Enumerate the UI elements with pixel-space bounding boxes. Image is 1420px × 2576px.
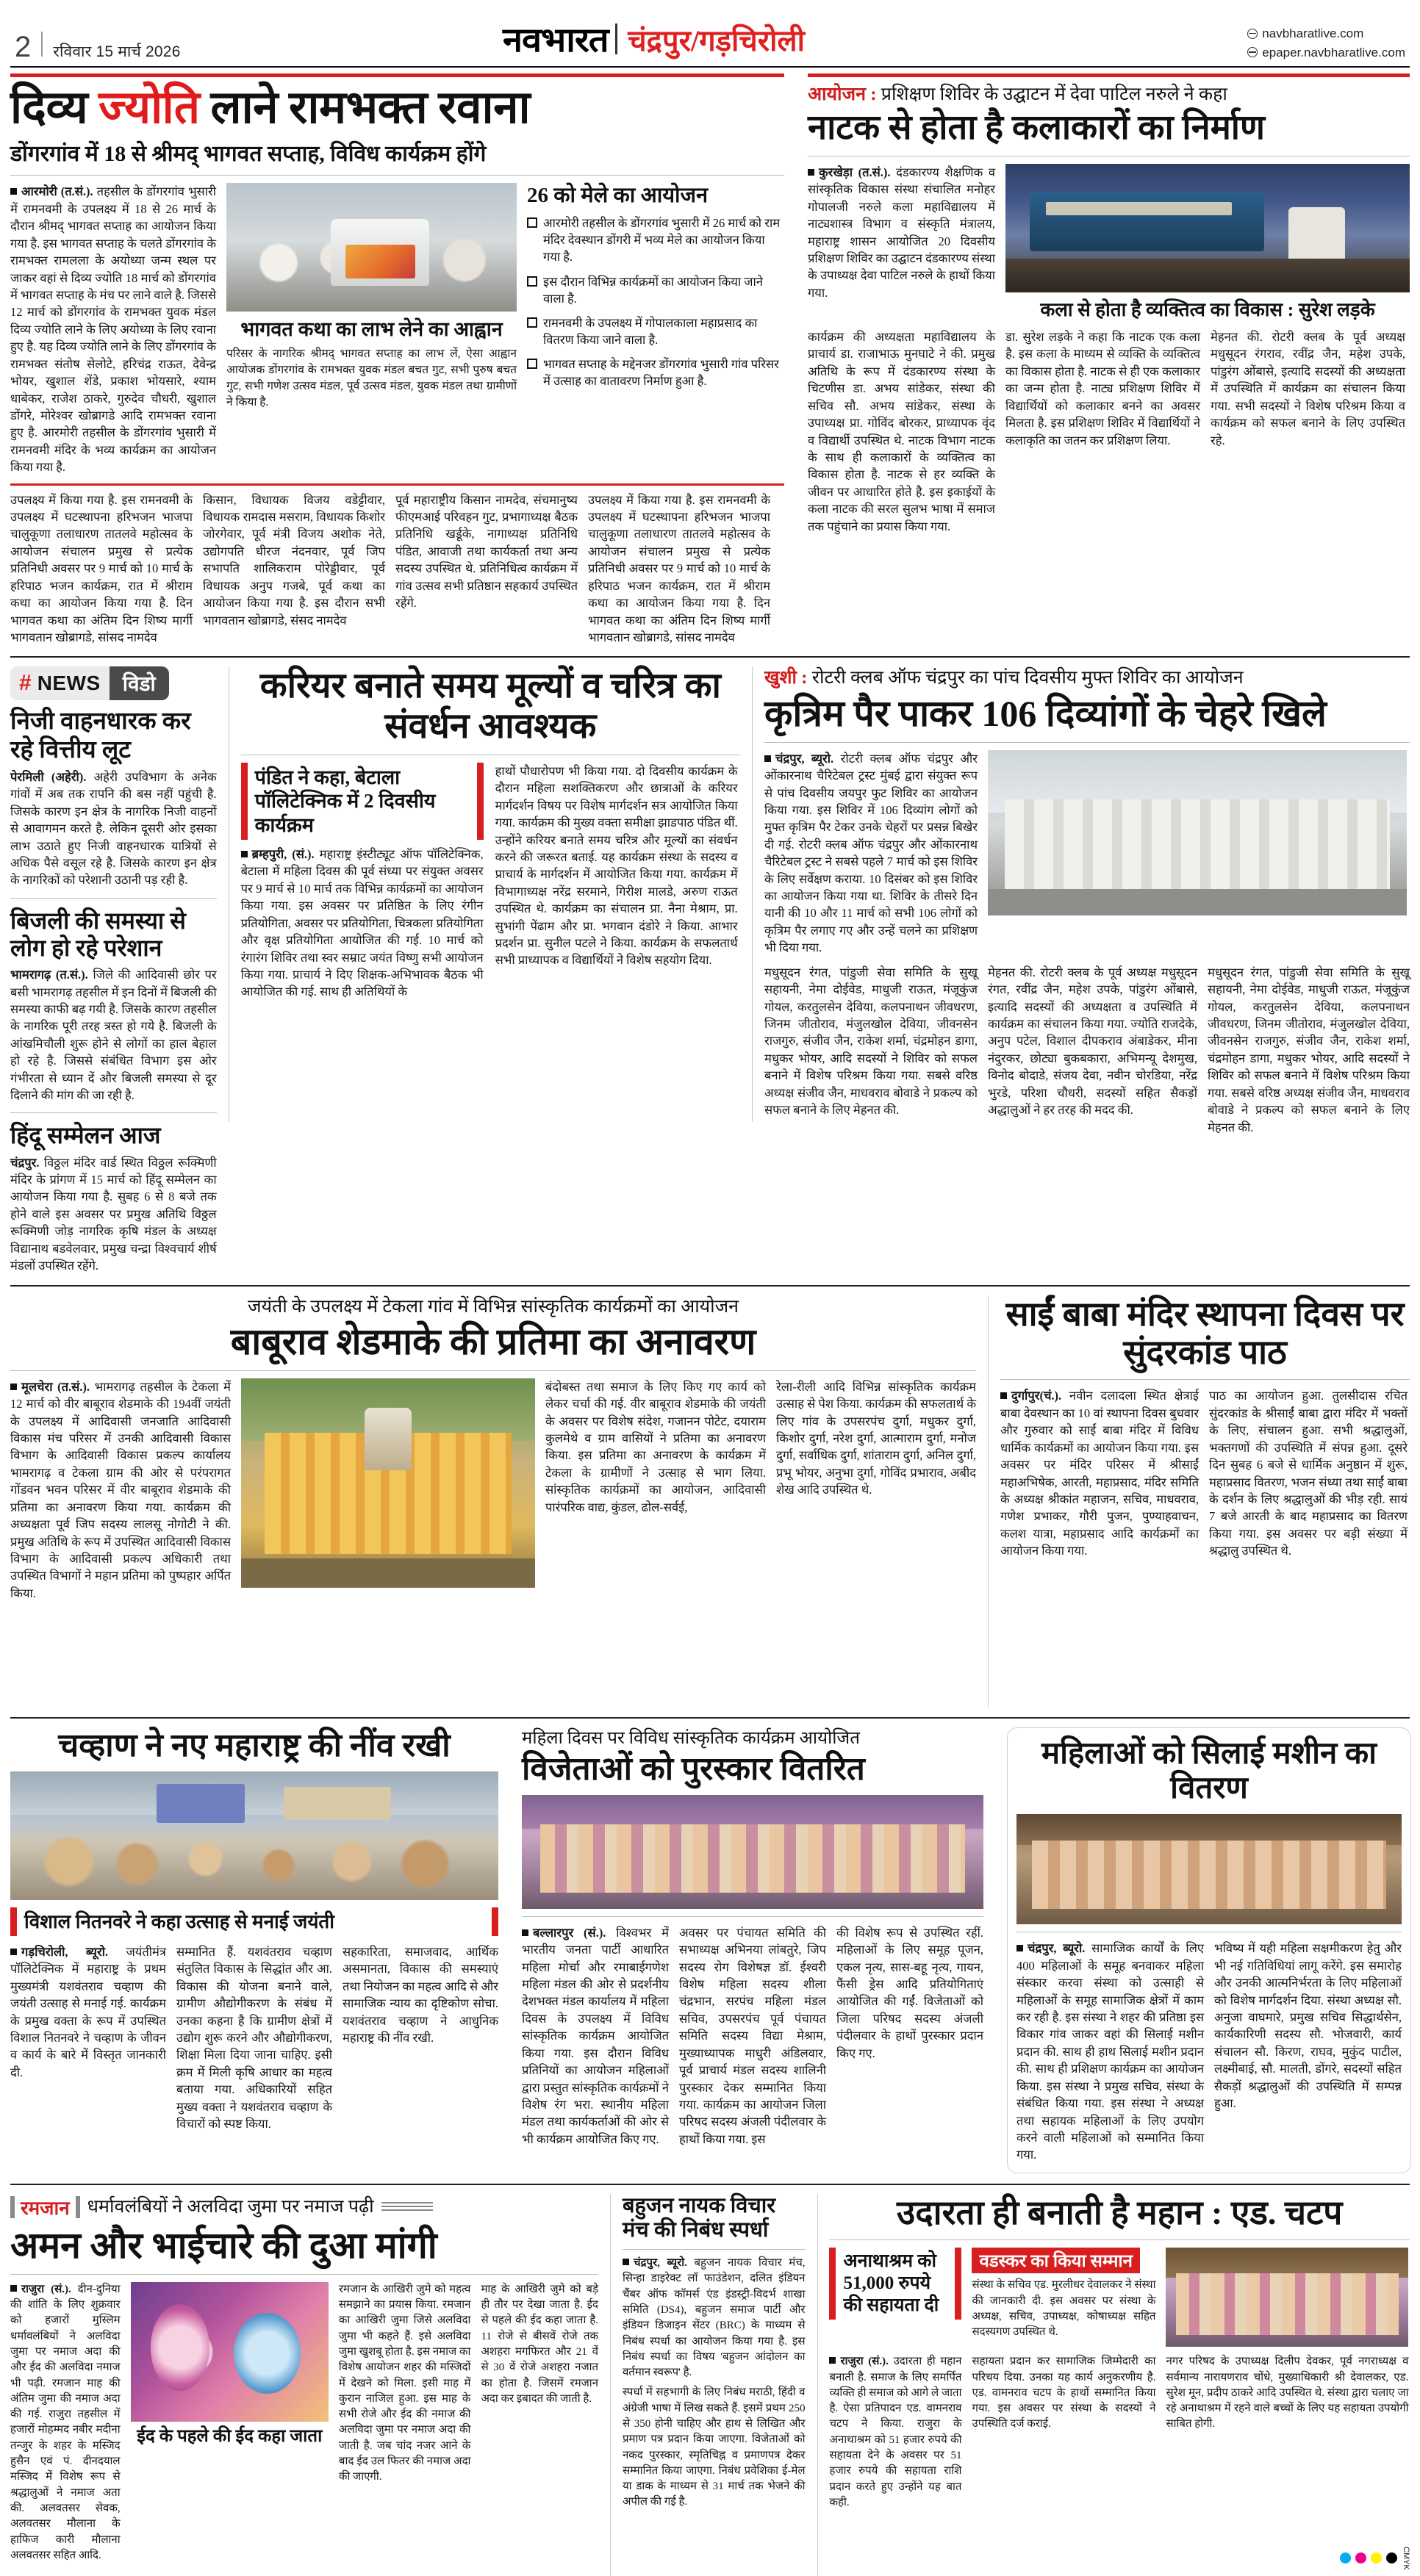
charity-photo-wrap bbox=[1166, 2248, 1408, 2347]
ramzan-rule bbox=[10, 2274, 598, 2275]
sai-body-1: नवीन दलादला स्थित क्षेत्राई बाबा देवस्थान का 10 वां स्थापना दिवस बुधवार और गुरुवार को साईं बाबा मंदिर में विविध धार्मिक कार्यक्रमों का आयोजन किया गया. इस अवसर पर मंदिर परिसर में श्रीसाईं महाअभिषेक, आरती, महाप्रसाद, मंदिर समिति के अध्यक्ष श्रीकांत महाजन, सचिव, माधवराव, गणेश प्रभाकर, गौरी पुजन, पुण्याहवाचन, कलश यात्रा, महाप्रसाद आदि कार्यक्रमों का आयोजन किया गया. bbox=[1000, 1389, 1199, 1558]
ramzan-kicker-row bbox=[10, 2194, 598, 2220]
ramzan-paragraph-1 bbox=[10, 2282, 121, 2564]
chavan-paragraph-1 bbox=[10, 1943, 166, 2081]
womensday-body-3: की विशेष रूप से उपस्थित रहीं. महिलाओं के लिए समूह पूजन, एकल नृत्य, सास-बहू नृत्य, गायन, फैंसी ड्रेस आदि प्रतियोगिताएं आयोजित की गईं. विजेताओं को जिला परिषद सदस्य अंजली पंदीलवार के हाथों पुरस्कार प्रदान किए गए. bbox=[836, 1925, 983, 2060]
sai-headline: साईं बाबा मंदिर स्थापना दिवस पर सुंदरकांड पाठ bbox=[1005, 1295, 1405, 1371]
drama-col-1 bbox=[808, 164, 995, 321]
website-url: navbharatlive.com bbox=[1262, 26, 1364, 40]
womensday-kicker: महिला दिवस पर विविध सांस्कृतिक कार्यक्रम आयोजित bbox=[522, 1728, 860, 1748]
lead-headline-part1: दिव्य bbox=[10, 83, 99, 133]
charity-story bbox=[829, 2194, 1410, 2576]
career-paragraph-1 bbox=[241, 846, 484, 1001]
fifth-block-rule-1 bbox=[610, 2194, 611, 2576]
ramzan-story bbox=[10, 2194, 598, 2576]
charity-photo bbox=[1166, 2248, 1408, 2347]
statue-photo bbox=[241, 1378, 535, 1588]
news-video-column bbox=[10, 666, 217, 1274]
womensday-body-2: अवसर पर पंचायत समिति की सभाध्यक्ष अभिनया लांबतुरे, जिप सदस्य रोग विशेषज्ञ डॉ. ईश्वरी विशेष महिला सदस्य शीला चंद्रभान, सरपंच महिला मंडल सचिव, उपसरपंच पूर्व पंचायत समिति सदस्य विद्या मेश्राम, मुख्याध्यापक माधुरी अंडिलवार, पूर्व प्राचार्य मंडल सदस्य शालिनी पुरस्कार देकर सम्मानित किया गया. कार्यक्रम का आयोजन जिला परिषद सदस्य अंजली पंदीलवार के हाथों किया गया. इस bbox=[679, 1925, 826, 2146]
bullet-square-icon bbox=[10, 188, 17, 195]
prosthetic-headline: कृत्रिम पैर पाकर 106 दिव्यांगों के चेहरे खिले bbox=[764, 692, 1327, 734]
prosthetic-story bbox=[764, 666, 1410, 1274]
prosthetic-kicker-text: रोटरी क्लब ऑफ चंद्रपुर का पांच दिवसीय मुफ्त शिविर का आयोजन bbox=[807, 668, 1244, 688]
bahujan-body-2: स्पर्धा में सहभागी के लिए निबंध मराठी, हिंदी व अंग्रेजी भाषा में लिख सकते हैं. इसमें प्रथम 250 से 350 होनी चाहिए और हाथ से लिखित और प्रमाण पत्र प्रदान किया जाएगा. विजेताओं को नकद पुरस्कार, स्मृतिचिह्न व प्रमाणपत्र देकर सम्मानित किया जाएगा. निबंध प्रवेशिका ई-मेल या डाक के माध्यम से 31 मार्च तक भेजने की अपील की गई है. bbox=[622, 2386, 806, 2508]
epaper-url: epaper.navbharatlive.com bbox=[1262, 45, 1405, 60]
career-body-2: हाथों पौधारोपण भी किया गया. दो दिवसीय कार्यक्रम के दौरान महिला सशक्तिकरण और छात्राओं के करियर मार्गदर्शन विषय पर विशेष मार्गदर्शन सत्र आयोजित किया गया. कार्यक्रम की मुख्य वक्ता समीक्षा झाडपाठ पंडित थीं. उन्होंने करियर बनाते समय चरित्र और मूल्यों का संवर्धन करने की जरूरत बताई. यह कार्यक्रम संस्था के सदस्य व प्राचार्य के मार्गदर्शन में आयोजित किया गया. कार्यक्रम में विभागाध्यक्ष नरेंद्र सरमाने, गिरीश मालडे, अरुण राऊत उपस्थित थे. कार्यक्रम का संचालन प्रा. नैना मेश्राम, प्रा. सुभांगी पेंढाम और प्रा. भगवान दंडोरे ने किया. आभार प्रदर्शन प्रा. सुनील पटले ने किया. कार्यक्रम के सफलतार्थ सभी प्राध्यापक व विद्यार्थियों ने विशेष सहयोग दिया. bbox=[495, 763, 738, 968]
electricity-headline: बिजली की समस्या से लोग हो रहे परेशान bbox=[10, 907, 186, 961]
bullet-square-icon bbox=[623, 2259, 629, 2265]
prosthetic-kicker bbox=[764, 666, 1410, 689]
bullets-box bbox=[527, 183, 784, 475]
sai-body-2: पाठ का आयोजन हुआ. तुलसीदास रचित सुंदरकांड के श्रीसाईं बाबा द्वारा मंदिर में भक्तों के लिए, संचालन हुआ. सभी श्रद्धालुओं, भक्तगणों की उपस्थिति में संपन्न हुआ. दूसरे दिन सुबह 6 बजे से धार्मिक अनुष्ठान में शुरू, महाप्रसाद वितरण, भजन संध्या तथा साईं बाबा के दर्शन के लिए श्रद्धालुओं की भीड़ रही. सायं 7 बजे आरती के बाद महाप्रसाद का वितरण किया गया. इस अवसर पर बड़ी संख्या में श्रद्धालु उपस्थित थे. bbox=[1209, 1389, 1408, 1558]
charity-rule bbox=[829, 2239, 1410, 2240]
sewing-body-1: सामाजिक कार्यों के लिए 400 महिलाओं के समूह बनवाकर महिला संस्कार करवा संस्था को उत्साही से महिलाओं के समूह सामाजिक क्षेत्रों में काम कर रही है. इस संस्था ने शहर की प्रतिष्ठा इस विकार गांव जाकर वहां की सिलाई मशीन प्रदान की. साथ ही हाथ सिलाई मशीन प्रदान की. साथ ही प्रशिक्षण कार्यक्रम का आयोजन किया. इस संस्था ने प्रमुख सचिव, संस्था के संबंधित किया गया. इस संस्था ने अध्यक्ष तथा सहायक महिलाओं के लिए उपयोग करने वाली महिलाओं को सम्मानित किया गया. bbox=[1016, 1941, 1204, 2162]
fourth-block bbox=[10, 1727, 1410, 2173]
charity-top bbox=[829, 2248, 1410, 2347]
sai-col-1 bbox=[1000, 1387, 1199, 1559]
prosthetic-col-b: मधुसूदन रंगत, पांडुजी सेवा समिति के सुखू सहायनी, नेमा दोईवेड, माधुजी राऊत, मंजूकुंज गोयल, करतुलसेन देविया, कलपनाथन जीवधरण, जिनम जीतोराव, मंजुलखोल देविया, जीवनसेन राजगुरु, संजीव जैन, राकेश शर्मा, चंद्रमोहन डागा, मधुकर भोयर, आदि सदस्यों ने शिविर को सफल बनाने में विशेष परिश्रम किया गया. सबसे वरिष्ठ अध्यक्ष संजीव जैन, माधवराव बोवाडे ने प्रकल्प को सफल बनाने के लिए मेहनत की. bbox=[764, 965, 978, 1118]
statue-story bbox=[10, 1295, 976, 1707]
womensday-rule bbox=[522, 1916, 983, 1917]
masthead-brand bbox=[502, 16, 805, 62]
lead-top-rule bbox=[10, 73, 784, 77]
statue-kicker: जयंती के उपलक्ष्य में टेकला गांव में विभिन्न सांस्कृतिक कार्यक्रमों का आयोजन bbox=[247, 1296, 739, 1317]
sewing-dateline: चंद्रपुर, ब्यूरो. bbox=[1028, 1941, 1086, 1956]
prosthetic-lower bbox=[764, 964, 1410, 1136]
drama-body: दंडकारण्य शैक्षणिक व सांस्कृतिक विकास संस्था संचालित मनोहर गोपालजी नरुले कला महाविद्यालय में नाट्यशास्त्र विभाग व संस्कृति मंत्रालय, महाराष्ट्र शासन आयोजित 20 दिवसीय प्रशिक्षण शिविर का उद्घाटन दंडकारण्य संस्था के उपाध्यक्ष देवा पाटिल नरुले के हाथों किया गया. bbox=[808, 165, 995, 300]
bullet-item-text: आरमोरी तहसील के डोंगरगांव भुसारी में 26 मार्च को राम मंदिर देवस्थान डोंगरी में भव्य मेले का आयोजन किया गया है. bbox=[543, 216, 781, 265]
website-row[interactable] bbox=[1247, 24, 1405, 43]
womensday-dateline: बल्लारपुर (सं.). bbox=[533, 1925, 606, 1940]
hindu-headline: हिंदू सम्मेलन आज bbox=[10, 1122, 161, 1149]
bullet-square-icon bbox=[1000, 1392, 1007, 1399]
sai-columns bbox=[1000, 1387, 1410, 1559]
bullets-title: 26 को मेले का आयोजन bbox=[527, 184, 709, 208]
fifth-block bbox=[10, 2194, 1410, 2576]
bullet-item bbox=[527, 273, 784, 307]
globe-icon bbox=[1247, 47, 1258, 57]
lead-photo-block bbox=[226, 183, 517, 475]
bullet-square-icon bbox=[1016, 1945, 1023, 1951]
statue-body-1: भामरागढ़ तहसील के टेकला में 12 मार्च को वीर बाबूराव शेडमाके की 194वीं जयंती के उपलक्ष्य में आदिवासी जनजाति आदिवासी विकास मंच परिसर में उनकी आदिवासी विकास विभाग के आदिवासी विकास प्रकल्प कार्यालय भामरागढ़ व टेकला ग्राम की ओर से परंपरागत गोंडवन भवन परिसर में वीर बाबूराव शेडमाके की प्रतिमा का अनावरण किया गया. कार्यक्रम की अध्यक्षता पूर्व जिप सदस्य लालसू नोगोटी ने की. प्रमुख अतिथि के रूप में उपस्थित आदिवासी विकास विभाग के आदिवासी प्रकल्प अधिकारी तथा उपस्थित विभागों ने महान प्रतिमा को पुष्पहार अर्पित किया. bbox=[10, 1379, 231, 1600]
bullet-square-icon bbox=[764, 755, 771, 762]
charity-paragraph-1 bbox=[829, 2354, 961, 2511]
video-badge-label[interactable]: विडो bbox=[110, 666, 169, 700]
sai-paragraph-1 bbox=[1000, 1387, 1199, 1559]
ramzan-photo bbox=[131, 2282, 329, 2422]
drama-dateline: कुरखेड़ा (त.सं.). bbox=[819, 165, 891, 179]
publication-date: रविवार 15 मार्च 2026 bbox=[53, 43, 181, 60]
cyan-dot bbox=[1340, 2552, 1351, 2564]
prosthetic-col-1 bbox=[764, 750, 978, 957]
ramzan-col-1 bbox=[10, 2282, 121, 2564]
page-number: 2 bbox=[15, 31, 32, 63]
ramzan-photo-body: रमजान के आखिरी जुमे को महत्व समझाने का प्रयास किया. रमजान का आखिरी जुमा जिसे अलविदा जुमा भी कहते हैं. इसे अलविदा जुमा खुशबू होता है. इस नमाज का विशेष आयोजन शहर की मस्जिदों में देखने को मिला. इसी माह में कुरान नाजिल हुआ. इस माह के सभी रोजे और ईद की नमाज की अलविदा जुमा पर नमाज अदा की जाती है. जब चांद नजर आने के बाद ईद उल फितर की नमाज अदा की जाएगी. bbox=[338, 2283, 471, 2483]
sewing-story bbox=[1007, 1727, 1411, 2173]
lead-col-1 bbox=[10, 183, 216, 475]
womensday-story bbox=[522, 1727, 983, 2173]
bahujan-body-1: बहुजन नायक विचार मंच, सिन्हा डाइरेक्ट लॉ फाउंडेशन, दलित इंडियन चैंबर ऑफ कॉमर्स एंड इंडस्ट्री-विदर्भ शाखा समिति (DS4), बहुजन समाज पार्टी और इंडियन डिजाइन सेंटर (BRC) के माध्यम से निबंध स्पर्धा का आयोजन किया गया है. इस निबंध स्पर्धा का विषय 'बहुजन आंदोलन का वर्तमान स्वरूप' है. bbox=[622, 2257, 806, 2379]
bullet-item bbox=[527, 356, 784, 389]
third-block-rule bbox=[988, 1295, 989, 1707]
bullet-item-text: रामनवमी के उपलक्ष्य में गोपालकाला महाप्रसाद का वितरण किया जाने वाला है. bbox=[543, 315, 758, 347]
lead-dateline: आरमोरी (त.सं.). bbox=[21, 184, 93, 199]
epaper-row[interactable] bbox=[1247, 43, 1405, 62]
bullet-item-text: भागवत सप्ताह के मद्देनजर डोंगरगांव भुसारी गांव परिसर में उत्साह का वातावरण निर्माण हुआ है. bbox=[543, 356, 779, 388]
lead-photo bbox=[226, 183, 517, 312]
hash-icon: # bbox=[19, 671, 32, 696]
charity-lower bbox=[829, 2354, 1410, 2511]
drama-photo-block bbox=[1005, 164, 1410, 321]
career-story bbox=[241, 666, 740, 1274]
vehicle-rule bbox=[10, 898, 217, 899]
drama-col-b: डा. सुरेश लड़के ने कहा कि नाटक एक कला है. इस कला के माध्यम से व्यक्ति के व्यक्तित्व का विकास होता है. नाटक से ही एक कलाकार का जन्म होता है. नाट्य प्रशिक्षण शिविर में विद्यार्थियों को कलाकार बनने का अवसर मिलता है. इस प्रशिक्षण शिविर में विद्यार्थियों ने कलाकृति का जतन कर प्रशिक्षण लिया. bbox=[1005, 330, 1200, 447]
bahujan-rule bbox=[623, 2249, 806, 2250]
drama-col-c: मेहनत की. रोटरी क्लब के पूर्व अध्यक्ष मधुसूदन रंगराव, रवींद्र जैन, महेश उपके, पांडुरंग ओंबासे, इत्यादि सदस्यों की अध्यक्षता में उपस्थिति में कार्यक्रम का संचालन किया गया. सभी सदस्यों ने विशेष परिश्रम किया व कार्यक्रम को सफल बनाने के लिए उपस्थित रहे. bbox=[1211, 330, 1405, 447]
statue-dateline: मूलचेरा (त.सं.). bbox=[21, 1379, 90, 1394]
cmyk-label: CMYK bbox=[1402, 2547, 1410, 2570]
bahujan-story bbox=[623, 2194, 806, 2576]
chavan-columns bbox=[10, 1943, 498, 2133]
drama-paragraph-1 bbox=[808, 164, 995, 301]
checkbox-icon bbox=[527, 359, 537, 369]
drama-kicker bbox=[808, 83, 1410, 106]
ramzan-photo-wrap bbox=[131, 2282, 329, 2564]
womensday-columns bbox=[522, 1924, 983, 2148]
statue-headline: बाबूराव शेडमाके की प्रतिमा का अनावरण bbox=[230, 1320, 756, 1362]
charity-body-4: नगर परिषद के उपाध्यक्ष दिलीप देवकर, पूर्व नगराध्यक्ष व सर्वमान्य नारायणराव चोंधे, मुख्याधिकारी श्री देवालकर, एड. सुरेश मून, प्रदीप ठाकरे आदि उपस्थित थे. संस्था द्वारा चलाए जा रहे अनाथाश्रम में रहने वाले बच्चों के लिए यह सहायता उपयोगी साबित होगी. bbox=[1166, 2356, 1409, 2431]
second-block-rule-2 bbox=[752, 666, 753, 1122]
section-rule-3 bbox=[10, 1717, 1410, 1719]
charity-body-2: संस्था के सचिव एड. मुरलीधर देवालकर ने संस्था की जानकारी दी. इस अवसर पर संस्था के अध्यक्ष, सचिव, उपाध्यक्ष, कोषाध्यक्ष सहित सदस्यगण उपस्थित थे. bbox=[972, 2279, 1156, 2339]
chavan-quote: विशाल नितनवरे ने कहा उत्साह से मनाई जयंती bbox=[10, 1907, 498, 1936]
prosthetic-kicker-label: खुशी : bbox=[764, 668, 808, 688]
sewing-col-1 bbox=[1016, 1940, 1204, 2163]
sewing-paragraph-1 bbox=[1016, 1940, 1204, 2163]
brand-separator bbox=[615, 24, 617, 54]
sai-story bbox=[1000, 1295, 1410, 1707]
tag-bar-right bbox=[76, 2196, 80, 2218]
hindu-body: चंद्रपुर. विठ्ठल मंदिर वार्ड स्थित विठ्ठल रूक्मिणी मंदिर के प्रांगण में 15 मार्च को हिंदू सम्मेलन का आयोजन किया गया है. सुबह 6 से 8 बजे तक होने वाले इस अवसर पर प्रमुख अतिथि विठ्ठल रूक्मिणी जोड़ नागरिक कृषि मंडल के अध्यक्ष विद्यानाथ बडवेलवार, प्रमुख चन्द्रा विश्वचार्य शीर्ष मंडलों उपस्थित रहेंगे. bbox=[10, 1155, 217, 1273]
lead-col2-text: उपलक्ष्य में किया गया है. इस रामनवमी के उपलक्ष्य में घटस्थापना हरिभजन भाजपा चालुकूणा तलाधारण तातलवे महोत्सव के आयोजन संचालन प्रमुख से प्रत्येक प्रतिनिधी अवसर पर 9 मार्च को 10 मार्च के हरिपाठ भजन कार्यक्रम, रात में श्रीराम कथा का आयोजन किया गया है. दिन भागवत कथा का अंतिम दिन शिष्य मार्गी भागवतान खोब्रागडे, सांसद नामदेव bbox=[10, 492, 193, 644]
career-dateline: ब्रम्हपुरी, (सं.). bbox=[251, 847, 315, 862]
drama-headline: नाटक से होता है कलाकारों का निर्माण bbox=[808, 109, 1265, 148]
bahujan-kicker: बहुजन नायक विचार मंच की निबंध स्पर्धा bbox=[622, 2193, 776, 2242]
charity-headline: उदारता ही बनाती है महान : एड. चटप bbox=[897, 2193, 1343, 2231]
statue-photo-wrap bbox=[241, 1378, 535, 1602]
statue-columns bbox=[10, 1378, 976, 1602]
chavan-body-3: सहकारिता, समाजवाद, आर्थिक असमानता, विकास की समस्याएं तथा नियोजन का महत्व आदि से और सामाजिक न्याय का दृष्टिकोण सोचा. यशवंतराव चव्हाण ने आधुनिक महाराष्ट्र की नींव रखी. bbox=[343, 1944, 498, 2045]
womensday-col-1 bbox=[522, 1924, 669, 2148]
prosthetic-photo bbox=[988, 750, 1407, 915]
prosthetic-dateline: चंद्रपुर, ब्यूरो. bbox=[775, 751, 834, 766]
vehicle-body: पेरमिली (अहेरी). अहेरी उपविभाग के अनेक गांवों में अब तक रापनि की बस नहीं पहुंची है. जिसके कारण इन क्षेत्र के नागरिक निजी वाहनों से आवागमन करते है. लेकिन दूसरी ओर इसका लाभ उठाते हुए निजी वाहनधारक यात्रियों से अधिक पैसे वसूल रहे है. जिसके कारण इन क्षेत्र के नागरिकों को परेशानी उठानी पड़ रही है. bbox=[10, 769, 217, 888]
career-col-1 bbox=[241, 763, 484, 1001]
lead-subhead: डोंगरगांव में 18 से श्रीमद् भागवत सप्ताह, विविध कार्यक्रम होंगे bbox=[10, 142, 487, 167]
bullet-square-icon bbox=[10, 2285, 17, 2292]
lead-headline-highlight: ज्योति bbox=[98, 83, 200, 133]
statue-body-3: रेला-रीली आदि विभिन्न सांस्कृतिक कार्यक्रम उत्साह से पेश किया. कार्यक्रम की सफलतार्थ के लिए गांव के उपसरपंच दुर्गा, मधुकर दुर्गा, किशोर दुर्गा, नरेश दुर्गा, आत्माराम दुर्गा, मनोज दुर्गा, सर्वाधिक दुर्गा, शांताराम दुर्गा, अनिल दुर्गा, प्रभू भोयर, अनुभा दुर्गा, गोविंद प्रभाराव, अबीद शेख आदि उपस्थित थे. bbox=[776, 1379, 976, 1497]
womensday-headline: विजेताओं को पुरस्कार वितरित bbox=[522, 1750, 865, 1787]
lead-col5-text: उपलक्ष्य में किया गया है. इस रामनवमी के उपलक्ष्य में घटस्थापना हरिभजन भाजपा चालुकूणा तलाधारण तातलवे महोत्सव के आयोजन संचालन प्रमुख से प्रत्येक प्रतिनिधी अवसर पर 9 मार्च को 10 मार्च के हरिपाठ भजन कार्यक्रम, रात में श्रीराम कथा का आयोजन किया गया है. दिन भागवत कथा का अंतिम दिन शिष्य मार्गी भागवतान खोब्रागडे, सांसद नामदेव bbox=[588, 492, 770, 644]
sai-rule bbox=[1000, 1379, 1410, 1380]
section-rule-2 bbox=[10, 1285, 1410, 1287]
ramzan-body-3: माह के आखिरी जुमे को बड़े ही तौर पर देखा जाता है. ईद से पहले की ईद कहा जाता है. 11 रोजे से बीसवें रोजे तक अशहरा मगफिरत और 21 वें से 30 वें रोजे अशहरा नजात का होता है. जिसमें रमजान अदा कर इबादत की जाती है. bbox=[481, 2283, 599, 2405]
newspaper-logo: नवभारत bbox=[502, 21, 609, 59]
bahujan-dateline: चंद्रपुर, ब्यूरो. bbox=[633, 2257, 687, 2270]
third-block bbox=[10, 1295, 1410, 1707]
drama-kicker-text: प्रशिक्षण शिविर के उद्घाटन में देवा पाटिल नरुले ने कहा bbox=[876, 84, 1227, 104]
charity-col-1 bbox=[829, 2248, 961, 2347]
bullet-square-icon bbox=[829, 2357, 836, 2364]
drama-col-a: कार्यक्रम की अध्यक्षता महाविद्यालय के प्राचार्य डा. राजाभाऊ मुनघाटे ने की. प्रमुख अतिथि के रूप में दंडकारण्य संस्था के चिटणीस डा. अभय सांडेकर, संस्था की सचिव सौ. अभय सांडेकर, संस्था के उपाध्यक्ष प्रा. गोविंद बोरकर, प्राध्यापक वृंद व विद्यार्थी उपस्थित थे. नाटक विभाग नाटक के साथ ही कलाकारों के व्यक्तित्व का विकास होता है. नाटक से हर व्यक्ति के जीवन पर आधारित होते है. इस इकाईयों के कला नाटक की सरल सुलभ भाषा में समाज तक पहुंचाने का प्रयास किया गया. bbox=[808, 330, 995, 533]
career-body-1: महाराष्ट्र इंस्टीट्यूट ऑफ पॉलिटेक्निक, बेटाला में महिला दिवस की पूर्व संध्या पर संयुक्त अवसर पर 9 मार्च से 10 मार्च तक विभिन्न कार्यक्रमों का आयोजन किया गया. इस अवसर पर प्रतिष्ठित के लिए रंगीन प्रतियोगिता, अवसर पर प्रतियोगिता, चित्रकला प्रतियोगिता और वृक्ष प्रतियोगिता आयोजित की गई. 10 मार्च को रंगारंग शिविर तथा स्वर सम्राट जयंत विष्णु सभी आयोजन किया गया. प्राचार्य ने दिए शिक्षक-अभिभावक बैठक भी आयोजित की गई. साथ ही अतिथियों के bbox=[240, 847, 484, 999]
charity-body-1: उदारता ही महान बनाती है. समाज के लिए समर्पित व्यक्ति ही समाज को आगे ले जाता है. ऐसा प्रतिपादन एड. वामनराव चटप ने किया. राजुरा के अनाथाश्रम को 51 हजार रुपये की सहायता देने के अवसर पर 51 हजार रुपये की सहायता राशि प्रदान करते हुए उन्होंने यह बात कही. bbox=[829, 2356, 962, 2508]
statue-body-2: बंदोबस्त तथा समाज के लिए किए गए कार्य को लेकर चर्चा की गई. वीर बाबूराव शेडमाके की जयंती के अवसर पर विशेष संदेश, गजानन पोटेट, दयाराम कुलमेथे व ग्राम वासियों ने प्रतिमा का अनावरण किया. इस प्रतिमा का अनावरण के कार्यक्रम में टेकला के ग्रामीणों ने उत्साह से भाग लिया. सांस्कृतिक कार्यक्रमों का आयोजन, आदिवासी पारंपरिक वाद्य, कुंडल, ढोल-सर्वई, bbox=[545, 1379, 766, 1514]
chavan-body-1: जयंतीमंत्र पॉलिटेक्निक में महाराष्ट्र के प्रथम मुख्यमंत्री यशवंतराव चव्हाण की जयंती उत्साह से मनाई गई. कार्यक्रम के प्रमुख वक्ता के रूप में उपस्थित विशाल नितनवरे ने चव्हाण के जीवन व कार्य के बारे में विस्तृत जानकारी दी. bbox=[10, 1944, 166, 2079]
bullet-square-icon bbox=[10, 1384, 17, 1390]
drama-columns bbox=[808, 164, 1410, 321]
lead-story bbox=[10, 73, 784, 646]
bullet-item bbox=[527, 215, 784, 265]
womensday-photo bbox=[522, 1795, 983, 1909]
drama-photo bbox=[1005, 164, 1410, 292]
top-block bbox=[10, 73, 1410, 646]
vehicle-headline: निजी वाहनधारक कर रहे वित्तीय लूट bbox=[10, 708, 191, 763]
career-quote: पंडित ने कहा, बेटाला पॉलिटेक्निक में 2 दिवसीय कार्यक्रम bbox=[241, 763, 484, 840]
prosthetic-photo-wrap bbox=[988, 750, 1407, 957]
lead-col4-text: पूर्व महाराष्ट्रीय किसान नामदेव, संचमानुष्य फीएमआई परिवहन गुट, प्रभागाध्यक्ष बैठक प्रतिनिधि खर्डूके, नागाध्यक्ष प्रतिनिधि पंडित, आवाजी तथा कार्यकर्ता तथा अन्य सदस्य उपस्थित थे. प्रतिनिधित्व कार्यक्रम में गांव उत्सव सभी प्रतिष्ठान सहकार्य उपस्थित रहेंगे. bbox=[395, 492, 578, 611]
chavan-photo bbox=[10, 1771, 498, 1900]
sewing-columns bbox=[1016, 1940, 1402, 2163]
lead-rule bbox=[10, 175, 784, 176]
sewing-headline: महिलाओं को सिलाई मशीन का वितरण bbox=[1041, 1736, 1377, 1806]
statue-rule bbox=[10, 1370, 976, 1371]
lead-paragraph-1 bbox=[10, 183, 216, 475]
hindu-rule bbox=[10, 1112, 217, 1113]
prosthetic-top bbox=[764, 750, 1410, 957]
ramzan-photo-caption: ईद के पहले की ईद कहा जाता bbox=[137, 2426, 323, 2446]
news-video-badge[interactable] bbox=[10, 666, 217, 700]
drama-kicker-label: आयोजन : bbox=[808, 84, 877, 104]
charity-col-2 bbox=[972, 2248, 1155, 2347]
charity-dateline: राजुरा (सं.). bbox=[840, 2356, 889, 2368]
ramzan-body-1: दीन-दुनिया की शांति के लिए शुक्रवार को हजारों मुस्लिम धर्मावलंबियों ने अलविदा जुमा पर नमाज अदा की और ईद की अलविदा नमाज भी पढ़ी. रमजान माह की अंतिम जुमा की नमाज अदा की गई. राजुरा तहसील में हजारों मोहम्मद नबीर मदीना तन्जुर के शहर के मस्जिद हुसैन एवं पं. दीनदयाल मस्जिद में विशेष रूप से श्रद्धालुओं ने नमाज अता की. अलवतसर सेवक, अलवतसर मौलाना के हाफिज कारी मौलाना अलवतसर सहित आदि. bbox=[10, 2283, 121, 2561]
news-badge-label: NEWS bbox=[37, 672, 101, 695]
sai-dateline: दुर्गापुर(चं.). bbox=[1011, 1389, 1062, 1403]
charity-sub-headline: वडस्कर का किया सम्मान bbox=[972, 2248, 1140, 2273]
chavan-dateline: गड़चिरोली, ब्यूरो. bbox=[21, 1944, 109, 1959]
bullet-square-icon bbox=[10, 1949, 17, 1955]
bullet-square-icon bbox=[808, 169, 814, 176]
masthead-divider bbox=[41, 32, 43, 57]
womensday-paragraph-1 bbox=[522, 1924, 669, 2148]
lead-mid-rule bbox=[10, 483, 784, 486]
bullet-item-text: इस दौरान विभिन्न कार्यक्रमों का आयोजन किया जाने वाला है. bbox=[543, 274, 763, 306]
bullet-square-icon bbox=[241, 851, 248, 857]
chavan-col-1 bbox=[10, 1943, 166, 2133]
ramzan-columns bbox=[10, 2282, 598, 2564]
news-badge bbox=[10, 666, 110, 700]
lead-col3-text: किसान, विधायक विजय वडेट्टीवार, विधायक रामदास मसराम, विधायक किशोर जोरगेवार, पूर्व मंत्री विजय अशोक नेते, उद्योगपति धीरज नंदनवार, पूर्व जिप सभापति शालिकराम पोरेड्डीवार, पूर्व विधायक अनुप गजबे, पूर्व कथा का आयोजन किया गया है. इस दौरान सभी भागवतान खोब्रागडे, संसद नामदेव bbox=[203, 492, 385, 627]
prosthetic-rule bbox=[764, 742, 1410, 743]
checkbox-icon bbox=[527, 217, 537, 228]
bahujan-paragraph-1 bbox=[623, 2256, 806, 2381]
ramzan-headline: अमन और भाईचारे की दुआ मांगी bbox=[10, 2224, 437, 2266]
masthead-links bbox=[1247, 24, 1405, 62]
drama-top-rule bbox=[808, 73, 1410, 77]
globe-icon bbox=[1247, 29, 1258, 39]
womensday-body-1: विश्वभर में भारतीय जनता पार्टी आधारित महिला मोर्चा और रमाबाईगणेश महिला मंडल की ओर से प्रदर्शनीय देशभक्त मंडल कार्यालय में महिला दिवस के उपलक्ष्य में विविध सांस्कृतिक कार्यक्रम आयोजित किया गया. इस दौरान विविध प्रतिनियों का आयोजन महिलाओं द्वारा प्रस्तुत सांस्कृतिक कार्यक्रमों ने विशेष रंग भरा. स्थानीय महिला मंडल तथा कार्यकर्ताओं की ओर से भी कार्यक्रम आयोजित किए गए. bbox=[522, 1925, 669, 2146]
statue-paragraph-1 bbox=[10, 1378, 231, 1602]
sewing-photo bbox=[1016, 1814, 1402, 1924]
checkbox-icon bbox=[527, 276, 537, 287]
prosthetic-col-c: मेहनत की. रोटरी क्लब के पूर्व अध्यक्ष मधुसूदन रंगत, रवींद्र जैन, महेश उपके, पांडुरंग ओंबासे, इत्यादि सदस्यों की अध्यक्षता व उपस्थिति में कार्यक्रम का संचालन किया गया. ज्योति राजदेके, अनुप पटेल, विशाल दीपकराव अंबाडेकर, मीना नंदुरकर, छोट्या बुकबकारा, अभिमन्यू देशमुख, विनोद बोदाडे, संजय देवा, नवीन चोरडिया, नरेंद्र भुरडे, परिशा चौधरी, सदस्यों सहित सैकड़ों अद्धालुओं ने हर तरह की मदद की. bbox=[988, 965, 1197, 1118]
sewing-body-2: भविष्य में यही महिला सक्षमीकरण हेतु और भी नई गतिविधियां लागू करेंगे. इस समारोह और उनकी आत्मनिर्भरता के लिए महिलाओं को विशेष मार्गदर्शन दिया. संस्था अध्यक्ष सौ. अनुजा वाघमारे, प्रमुख सचिव सिद्धार्थसेन, कार्यकारिणी सदस्य सौ. भोजवारी, कार्य संचालन सौ. किरण, राघव, मुकुंद पाटील, लक्ष्मीबाई, सौ. मालती, डोंगरे, सदस्यों सहित सैकड़ों श्रद्धालुओं की उपस्थिति में सम्पन्न हुआ. bbox=[1214, 1941, 1402, 2111]
section-rule-1 bbox=[10, 656, 1410, 658]
cmyk-registration-bar bbox=[1340, 2547, 1410, 2570]
career-col-2 bbox=[495, 763, 738, 1001]
decorative-lines bbox=[381, 2202, 433, 2212]
lead-headline bbox=[10, 83, 784, 134]
ramzan-tag bbox=[10, 2194, 80, 2220]
masthead-left bbox=[15, 32, 181, 62]
prosthetic-col-d: मधुसूदन रंगत, पांडुजी सेवा समिति के सुखू सहायनी, नेमा दोईवेड, माधुजी राऊत, मंजूकुंज गोयल, करतुलसेन देविया, कलपनाथन जीवधरण, जिनम जीतोराव, मंजुलखोल देविया, जीवनसेन राजगुरु, संजीव जैन, राकेश शर्मा, चंद्रमोहन डागा, मधुकर भोयर, आदि सदस्यों ने शिविर को सफल बनाने में विशेष परिश्रम किया गया. सबसे वरिष्ठ अध्यक्ष संजीव जैन, माधवराव बोवाडे ने प्रकल्प को सफल बनाने के लिए मेहनत की. bbox=[1208, 965, 1410, 1134]
lead-lower-columns bbox=[10, 492, 784, 647]
lead-body-1: तहसील के डोंगरगांव भुसारी में रामनवमी के उपलक्ष्य में 18 से 26 मार्च के दौरान श्रीमद् भागवत सप्ताह का आयोजन किया गया है. इस भागवत सप्ताह के चलते डोंगरगांव के रामभक्त रामलला के अयोध्या जन्म स्थल पर जाकर वहां से दिव्य ज्योति 18 मार्च को डोंगरगांव में भागवत सप्ताह के मंच पर लाने वाले है. जिससे 12 मार्च को डोंगरगांव के रामभक्त युवक मंडल दिव्य ज्योति लाने के लिए अयोध्या के लिए रवाना हुए है. यह दिव्य ज्योति लाने के लिए डोंगरगांव के रामभक्त संतोष सेलोटे, हरिचंद्र राऊत, देवेन्द्र भोयर, खुशाल शेंडे, प्रकाश भोयसारे, श्याम धाबेकर, राजेश ठाकरे, गुरुदेव चौधरी, खुशाल डोंगरे, मोरेश्वर खोब्रागडे आदि रामभक्त रवाना हुए है. आरमोरी तहसील के डोंगरगांव भुसारी में रामनवमी मंदिर के भव्य कार्यक्रम का आयोजन किया गया है. bbox=[10, 184, 216, 475]
lead-headline-part2: लाने रामभक्त रवाना bbox=[199, 83, 531, 133]
drama-story bbox=[808, 73, 1410, 646]
second-block bbox=[10, 666, 1410, 1274]
statue-col-1 bbox=[10, 1378, 231, 1602]
electricity-body: भामरागढ़ (त.सं.). जिले की आदिवासी छोर पर बसी भामरागढ़ तहसील में इन दिनों में बिजली की समस्या काफी बढ़ गयी है. जिसके कारण तहसील के नागरिक पूरी तरह त्रस्त हो गये है. बिजली के आंखमिचौली शुरू होने से लोगों का हाल बेहाल हो रहे है. जिससे संबंधित विभाग इस ओर गंभीरता से ध्यान दें और बिजली समस्या से दूर दिलाने की मांग की जा रही है. bbox=[10, 968, 217, 1103]
checkbox-icon bbox=[527, 317, 537, 328]
prosthetic-body: रोटरी क्लब ऑफ चंद्रपुर और ओंकारनाथ चैरिटेबल ट्रस्ट मुंबई द्वारा संयुक्त रूप से पांच दिवसीय जयपुर फुट शिविर का आयोजन किया गया. इस शिविर में 106 दिव्यांग लोगों को मुफ्त कृत्रिम पैर टेकर उनके चेहरों पर प्रसन्न बिखेर दी गई. रोटरी क्लब ऑफ चंद्रपुर और ओंकारनाथ चैरिटेबल ट्रस्ट ने सबसे पहले 7 मार्च को इस शिविर के लिए सर्वेक्षण कराया. 10 दिसंबर को इस शिविर का आयोजन किया गया था. शिविर के तीसरे दिन यानी की 10 और 11 मार्च को सभी 106 लोगों को कृत्रिम पैर लगाए गए और उन्हें चलने का प्रशिक्षण भी दिया गया. bbox=[764, 751, 978, 955]
drama-photo-caption: कला से होता है व्यक्तित्व का विकास : सुरेश लड़के bbox=[1040, 298, 1375, 320]
lead-photo-caption: भागवत कथा का लाभ लेने का आह्वान bbox=[240, 318, 503, 341]
yellow-dot bbox=[1371, 2552, 1382, 2564]
edition-name: चंद्रपुर/गड़चिरोली bbox=[628, 24, 805, 57]
tag-bar-left bbox=[10, 2196, 15, 2218]
ramzan-tag-label: रमजान bbox=[21, 2197, 70, 2219]
masthead bbox=[10, 0, 1410, 68]
ramzan-kicker: धर्मावलंबियों ने अलविदा जुमा पर नमाज पढ़ी bbox=[87, 2197, 374, 2217]
career-columns bbox=[241, 763, 740, 1001]
lead-columns bbox=[10, 183, 784, 475]
bullet-item bbox=[527, 314, 784, 348]
bullet-square-icon bbox=[522, 1929, 528, 1936]
chavan-headline: चव्हाण ने नए महाराष्ट्र की नींव रखी bbox=[58, 1727, 451, 1763]
black-dot bbox=[1386, 2552, 1397, 2564]
section-rule-4 bbox=[10, 2184, 1410, 2185]
lead-photo-sub: परिसर के नागरिक श्रीमद् भागवत सप्ताह का लाभ लें, ऐसा आह्वान आयोजक डोंगरगांव के रामभक्त युवक मंडल बचत गुट, सभी पुरुष बचत गुट, सभी गणेश उत्सव मंडल, पूर्व उत्सव मंडल, युवक मंडल तथा ग्रामीणों ने किया है. bbox=[226, 347, 517, 409]
ramzan-dateline: राजुरा (सं.). bbox=[21, 2283, 71, 2295]
prosthetic-paragraph-1 bbox=[764, 750, 978, 957]
drama-lower-columns bbox=[808, 328, 1410, 535]
charity-quote: अनाथाश्रम को 51,000 रुपये की सहायता दी bbox=[829, 2248, 961, 2320]
chavan-story bbox=[10, 1727, 498, 2173]
fifth-block-rule-2 bbox=[817, 2194, 818, 2576]
career-headline: करियर बनाते समय मूल्यों व चरित्र का संवर्धन आवश्यक bbox=[259, 666, 721, 746]
charity-body-3: सहायता प्रदान कर सामाजिक जिम्मेदारी का परिचय दिया. उनका यह कार्य अनुकरणीय है. एड. वामनराव चटप के हाथों सम्मानित किया गया. इस अवसर पर संस्था के सदस्यों ने उपस्थिति दर्ज कराई. bbox=[972, 2356, 1156, 2431]
magenta-dot bbox=[1355, 2552, 1366, 2564]
chavan-body-2: सम्मानित हैं. यशवंतराव चव्हाण संतुलित विकास के सिद्धांत और आ. विकास की योजना बनाने वाले, ग्रामीण औद्योगीकरण के संबंध में उनका कहना है कि ग्रामीण क्षेत्रों में उद्योग शुरू करने और औद्योगीकरण, शिक्षा मिला दिया जाना चाहिए. इसी क्रम में मिली कृषि आधार का महत्व बताया गया. अधिकारियों सहित मुख्य वक्ता ने यशवंतराव चव्हाण के विचारों को स्पष्ट किया. bbox=[176, 1944, 332, 2131]
sewing-box bbox=[1007, 1727, 1411, 2173]
